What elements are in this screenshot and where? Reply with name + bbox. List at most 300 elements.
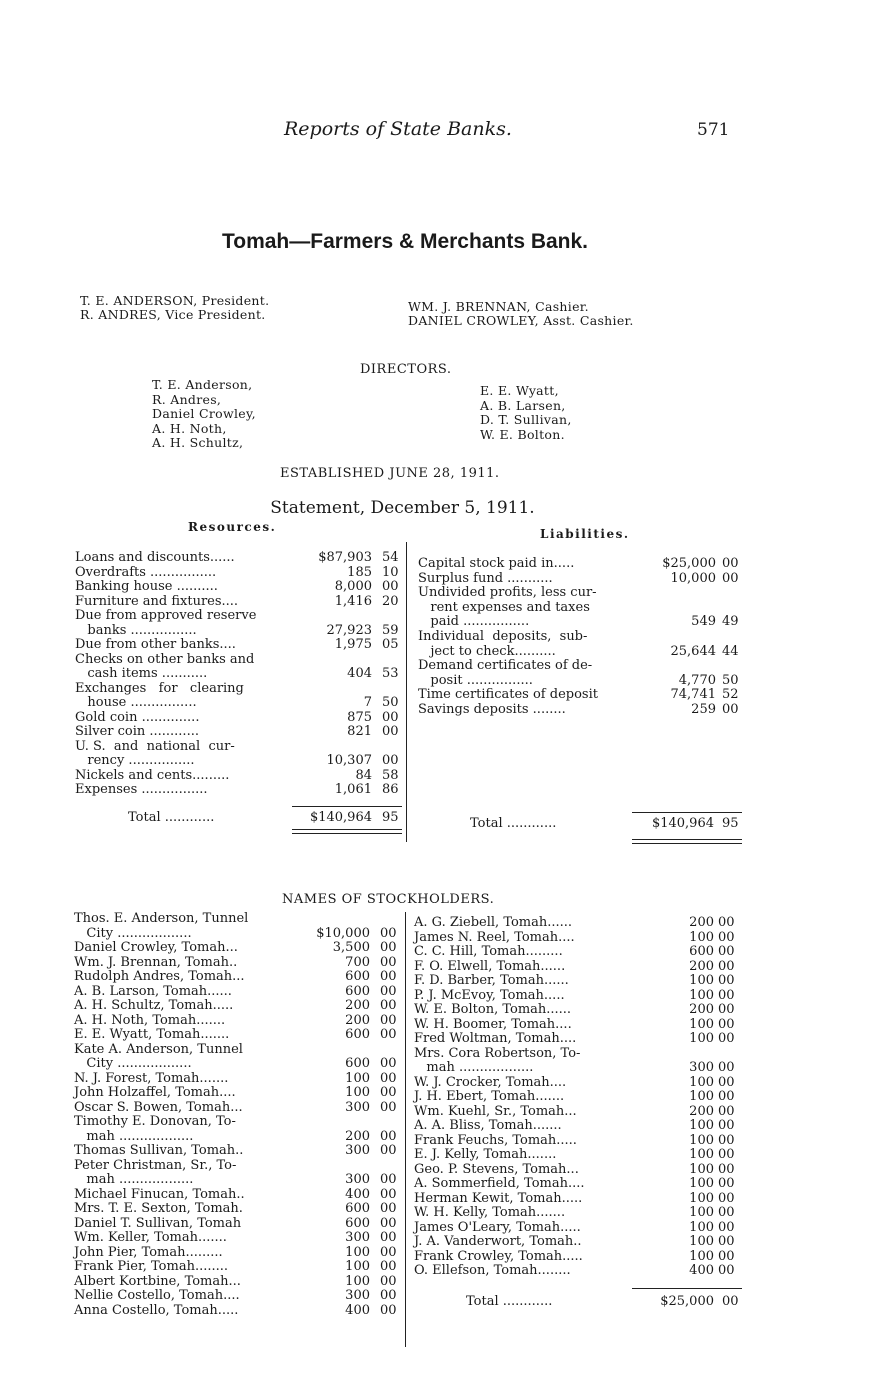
- row-label: Gold coin ..............: [75, 709, 200, 725]
- row-cents: 49: [722, 614, 739, 630]
- row-dollars: 404: [347, 666, 372, 681]
- row-cents: 00: [380, 1244, 397, 1260]
- row-dollars: 200: [345, 1128, 370, 1144]
- stockholders-total-dollars: $25,000: [660, 1294, 714, 1309]
- ledger-row: [414, 974, 744, 989]
- ledger-row: [414, 1134, 744, 1149]
- row-dollars: 821: [347, 724, 372, 739]
- row-label: W. H. Boomer, Tomah....: [414, 1016, 572, 1032]
- ledger-row: [74, 970, 404, 985]
- ledger-row: [418, 688, 748, 703]
- ledger-row: [414, 1105, 744, 1120]
- row-dollars: 875: [347, 709, 372, 725]
- ledger-row: [414, 916, 744, 931]
- ledger-row: [414, 945, 744, 960]
- ledger-row: [74, 1304, 404, 1319]
- row-dollars: 100: [689, 1118, 714, 1133]
- ledger-row: [418, 586, 748, 601]
- row-label: ject to check..........: [418, 643, 556, 659]
- ledger-row: [74, 1115, 404, 1130]
- row-label: A. B. Larson, Tomah......: [74, 983, 232, 999]
- row-cents: 50: [722, 672, 739, 688]
- established-date: ESTABLISHED JUNE 28, 1911.: [280, 466, 500, 481]
- row-label: Undivided profits, less cur-: [418, 585, 597, 601]
- statement-title: Statement, December 5, 1911.: [270, 498, 535, 518]
- ledger-row: [74, 956, 404, 971]
- row-dollars: 259: [691, 702, 716, 717]
- row-cents: 00: [380, 969, 397, 984]
- row-label: N. J. Forest, Tomah.......: [74, 1070, 229, 1086]
- ledger-row: [418, 572, 748, 587]
- row-label: Due from other banks....: [75, 637, 236, 652]
- row-cents: 00: [718, 1234, 735, 1249]
- row-dollars: 300: [345, 1172, 370, 1187]
- row-cents: 50: [382, 695, 399, 710]
- row-label: Furniture and fixtures....: [75, 593, 239, 609]
- row-label: Expenses ................: [75, 782, 208, 797]
- total-rule-bottom: [632, 839, 742, 840]
- ledger-row: [414, 1076, 744, 1091]
- row-label: James N. Reel, Tomah....: [414, 929, 575, 945]
- stockholders-heading: NAMES OF STOCKHOLDERS.: [282, 892, 495, 907]
- ledger-row: [75, 609, 405, 624]
- ledger-row: [418, 659, 748, 674]
- ledger-row: [418, 674, 748, 689]
- row-label: Daniel Crowley, Tomah...: [74, 940, 238, 955]
- director-name: A. B. Larsen,: [480, 397, 566, 413]
- row-label: E. J. Kelly, Tomah.......: [414, 1147, 557, 1162]
- row-cents: 00: [722, 556, 739, 571]
- ledger-row: [418, 645, 748, 660]
- row-cents: 00: [718, 1118, 735, 1133]
- ledger-row: [74, 1014, 404, 1029]
- ledger-row: [414, 1192, 744, 1207]
- row-label: house ................: [75, 695, 197, 710]
- director-name: T. E. Anderson,: [152, 377, 253, 392]
- row-label: Due from approved reserve: [75, 608, 257, 623]
- ledger-row: [75, 624, 405, 639]
- row-label: F. O. Elwell, Tomah......: [414, 958, 566, 974]
- row-dollars: 600: [345, 1056, 370, 1071]
- row-label: City ..................: [74, 925, 192, 941]
- resources-total-dollars: $140,964: [309, 810, 372, 825]
- ledger-row: [74, 1144, 404, 1159]
- row-label: Wm. Kuehl, Sr., Tomah...: [414, 1103, 577, 1119]
- row-label: Rudolph Andres, Tomah...: [74, 969, 245, 984]
- row-cents: 86: [382, 782, 399, 797]
- liabilities-total-label: Total ............: [470, 816, 557, 831]
- row-label: Wm. J. Brennan, Tomah..: [74, 954, 238, 970]
- ledger-row: [74, 1202, 404, 1217]
- row-label: James O'Leary, Tomah.....: [414, 1219, 581, 1235]
- row-dollars: 600: [345, 1201, 370, 1216]
- ledger-row: [414, 989, 744, 1004]
- ledger-row: [414, 1221, 744, 1236]
- ledger-row: [74, 985, 404, 1000]
- ledger-row: [74, 927, 404, 942]
- ledger-row: [74, 1275, 404, 1290]
- row-cents: 00: [380, 1172, 397, 1187]
- ledger-row: [74, 1260, 404, 1275]
- ledger-row: [74, 1043, 404, 1058]
- row-dollars: 300: [345, 1288, 370, 1303]
- ledger-row: [75, 638, 405, 653]
- row-dollars: 100: [689, 987, 714, 1003]
- row-label: Individual deposits, sub-: [418, 629, 588, 644]
- row-cents: 00: [718, 1263, 735, 1278]
- ledger-row: [75, 551, 405, 566]
- row-label: Time certificates of deposit: [418, 687, 598, 703]
- row-label: W. H. Kelly, Tomah.......: [414, 1205, 566, 1220]
- row-dollars: 10,307: [326, 753, 372, 768]
- row-dollars: 100: [689, 1176, 714, 1191]
- row-cents: 00: [718, 1190, 735, 1206]
- ledger-row: [75, 682, 405, 697]
- row-label: Wm. Keller, Tomah.......: [74, 1230, 227, 1245]
- row-cents: 00: [380, 1302, 397, 1318]
- row-dollars: 549: [691, 614, 716, 630]
- resources-total-cents: 95: [382, 810, 399, 825]
- director-name: D. T. Sullivan,: [480, 412, 572, 427]
- row-cents: 59: [382, 622, 399, 638]
- ledger-row: [74, 1231, 404, 1246]
- row-label: Mrs. Cora Robertson, To-: [414, 1045, 581, 1061]
- ledger-row: [74, 999, 404, 1014]
- row-cents: 44: [722, 643, 739, 659]
- row-cents: 05: [382, 637, 399, 652]
- row-cents: 00: [382, 709, 399, 725]
- row-cents: 00: [718, 1219, 735, 1235]
- row-dollars: 10,000: [670, 570, 716, 586]
- row-label: Albert Kortbine, Tomah...: [74, 1273, 241, 1289]
- row-label: J. H. Ebert, Tomah.......: [414, 1089, 565, 1104]
- directors-heading: DIRECTORS.: [360, 362, 452, 377]
- row-dollars: 7: [363, 695, 372, 710]
- row-cents: 00: [718, 1132, 735, 1148]
- director-name: A. H. Schultz,: [152, 435, 244, 450]
- row-label: Exchanges for clearing: [75, 680, 244, 696]
- director-name: A. H. Noth,: [152, 420, 227, 436]
- total-rule-top: [632, 812, 742, 813]
- row-label: Peter Christman, Sr., To-: [74, 1157, 237, 1173]
- row-dollars: 200: [345, 998, 370, 1013]
- row-dollars: 100: [689, 1219, 714, 1235]
- ledger-row: [75, 740, 405, 755]
- ledger-row: [74, 1086, 404, 1101]
- row-dollars: 400: [689, 1263, 714, 1278]
- ledger-row: [414, 1206, 744, 1221]
- row-label: Nellie Costello, Tomah....: [74, 1288, 240, 1303]
- row-label: Surplus fund ...........: [418, 570, 553, 586]
- ledger-row: [414, 1061, 744, 1076]
- liabilities-heading: Liabilities.: [540, 527, 630, 541]
- row-label: E. E. Wyatt, Tomah.......: [74, 1027, 230, 1042]
- row-dollars: 600: [345, 969, 370, 984]
- row-cents: 00: [382, 579, 399, 594]
- row-dollars: 200: [345, 1012, 370, 1028]
- ledger-row: [75, 696, 405, 711]
- row-label: City ..................: [74, 1056, 192, 1071]
- row-label: Capital stock paid in.....: [418, 556, 575, 571]
- row-cents: 00: [722, 570, 739, 586]
- row-dollars: 300: [345, 1143, 370, 1158]
- row-label: Demand certificates of de-: [418, 658, 593, 674]
- row-cents: 00: [380, 1288, 397, 1303]
- ledger-row: [75, 653, 405, 668]
- row-label: Savings deposits ........: [418, 702, 566, 717]
- row-cents: 00: [380, 1201, 397, 1216]
- row-dollars: 200: [689, 1103, 714, 1119]
- row-cents: 00: [382, 724, 399, 739]
- row-label: A. H. Noth, Tomah.......: [74, 1012, 226, 1028]
- row-cents: 58: [382, 767, 399, 783]
- director-name: R. Andres,: [152, 391, 222, 407]
- row-cents: 00: [718, 1002, 735, 1017]
- liabilities-total-cents: 95: [722, 816, 739, 831]
- running-header-title: Reports of State Banks.: [284, 118, 512, 140]
- total-rule-bottom: [632, 843, 742, 844]
- ledger-row: [414, 1148, 744, 1163]
- row-label: mah ..................: [74, 1172, 194, 1187]
- row-dollars: 700: [345, 954, 370, 970]
- ledger-row: [75, 754, 405, 769]
- row-dollars: 100: [689, 1234, 714, 1249]
- resources-total-label: Total ............: [128, 810, 215, 825]
- ledger-row: [418, 557, 748, 572]
- ledger-row: [418, 601, 748, 616]
- row-label: Michael Finucan, Tomah..: [74, 1186, 245, 1202]
- row-cents: 00: [718, 1074, 735, 1090]
- row-dollars: 3,500: [332, 940, 370, 955]
- row-cents: 00: [718, 1176, 735, 1191]
- row-dollars: 600: [345, 1215, 370, 1231]
- total-rule-top: [292, 806, 402, 807]
- ledger-row: [414, 1032, 744, 1047]
- row-label: W. J. Crocker, Tomah....: [414, 1074, 567, 1090]
- row-label: W. E. Bolton, Tomah......: [414, 1002, 572, 1017]
- ledger-row: [74, 1246, 404, 1261]
- row-dollars: 74,741: [670, 687, 716, 703]
- ledger-row: [75, 580, 405, 595]
- ledger-row: [414, 931, 744, 946]
- row-cents: 00: [380, 1056, 397, 1071]
- column-divider: [406, 542, 407, 842]
- ledger-row: [74, 912, 404, 927]
- ledger-row: [418, 630, 748, 645]
- ledger-row: [414, 1090, 744, 1105]
- row-cents: 00: [380, 954, 397, 970]
- row-label: paid ................: [418, 614, 530, 630]
- row-label: Kate A. Anderson, Tunnel: [74, 1041, 243, 1057]
- ledger-row: [418, 703, 748, 718]
- row-label: John Pier, Tomah.........: [74, 1244, 223, 1260]
- ledger-row: [75, 769, 405, 784]
- row-label: Geo. P. Stevens, Tomah...: [414, 1161, 579, 1177]
- row-cents: 00: [380, 1070, 397, 1086]
- row-cents: 00: [380, 998, 397, 1013]
- director-name: W. E. Bolton.: [480, 426, 565, 442]
- row-dollars: 84: [355, 767, 372, 783]
- row-cents: 00: [380, 983, 397, 999]
- row-cents: 10: [382, 564, 399, 580]
- directors-right-list: [480, 384, 572, 442]
- row-label: Frank Feuchs, Tomah.....: [414, 1132, 577, 1148]
- ledger-row: [414, 1018, 744, 1033]
- ledger-row: [414, 1003, 744, 1018]
- ledger-row: [414, 1264, 744, 1279]
- row-label: Silver coin ............: [75, 724, 199, 739]
- director-name: E. E. Wyatt,: [480, 383, 559, 398]
- row-dollars: 25,644: [670, 643, 716, 659]
- row-label: mah ..................: [414, 1060, 534, 1075]
- row-cents: 00: [380, 1027, 397, 1042]
- row-cents: 00: [718, 915, 735, 930]
- row-cents: 00: [722, 702, 739, 717]
- row-label: U. S. and national cur-: [75, 738, 235, 754]
- row-dollars: 27,923: [326, 622, 372, 638]
- row-cents: 00: [380, 1215, 397, 1231]
- row-label: Anna Costello, Tomah.....: [74, 1302, 239, 1318]
- row-cents: 00: [380, 1099, 397, 1115]
- row-cents: 00: [718, 958, 735, 974]
- row-dollars: 100: [689, 1016, 714, 1032]
- row-dollars: 600: [345, 1027, 370, 1042]
- row-dollars: 8,000: [334, 579, 372, 594]
- row-cents: 00: [380, 1230, 397, 1245]
- row-label: Herman Kewit, Tomah.....: [414, 1190, 583, 1206]
- officer-vice-president: R. ANDRES, Vice President.: [80, 307, 266, 322]
- row-cents: 00: [380, 1143, 397, 1158]
- officer-president: T. E. ANDERSON, President.: [80, 293, 270, 308]
- total-rule-bottom: [292, 833, 402, 834]
- row-label: posit ................: [418, 672, 533, 688]
- ledger-row: [74, 1217, 404, 1232]
- row-cents: 00: [380, 1186, 397, 1202]
- row-cents: 00: [380, 1259, 397, 1274]
- row-label: cash items ...........: [75, 666, 208, 681]
- ledger-row: [414, 1235, 744, 1250]
- ledger-row: [74, 1289, 404, 1304]
- row-dollars: 600: [345, 983, 370, 999]
- row-dollars: 400: [345, 1302, 370, 1318]
- row-label: O. Ellefson, Tomah........: [414, 1263, 571, 1278]
- officer-asst-cashier: DANIEL CROWLEY, Asst. Cashier.: [408, 313, 634, 328]
- row-cents: 00: [718, 973, 735, 988]
- ledger-row: [74, 941, 404, 956]
- row-label: John Holzaffel, Tomah....: [74, 1085, 236, 1100]
- row-cents: 00: [718, 1060, 735, 1075]
- ledger-row: [74, 1072, 404, 1087]
- liabilities-total-dollars: $140,964: [651, 816, 714, 831]
- row-dollars: 1,975: [334, 637, 372, 652]
- row-label: rency ................: [75, 753, 195, 768]
- row-dollars: 300: [689, 1060, 714, 1075]
- row-label: Banking house ..........: [75, 579, 218, 594]
- row-dollars: 200: [689, 958, 714, 974]
- row-dollars: 100: [689, 1161, 714, 1177]
- ledger-row: [418, 615, 748, 630]
- row-cents: 00: [718, 929, 735, 945]
- row-dollars: 1,061: [334, 782, 372, 797]
- row-dollars: 100: [689, 929, 714, 945]
- ledger-row: [414, 1177, 744, 1192]
- row-dollars: 100: [345, 1244, 370, 1260]
- ledger-row: [75, 566, 405, 581]
- row-dollars: 1,416: [334, 593, 372, 609]
- row-label: banks ................: [75, 622, 197, 638]
- officer-cashier: WM. J. BRENNAN, Cashier.: [408, 299, 589, 314]
- ledger-row: [414, 1250, 744, 1265]
- ledger-row: [75, 711, 405, 726]
- row-cents: 00: [380, 1128, 397, 1144]
- row-dollars: 100: [689, 1147, 714, 1162]
- row-label: A. H. Schultz, Tomah.....: [74, 998, 234, 1013]
- row-dollars: 100: [689, 1248, 714, 1264]
- row-label: Nickels and cents.........: [75, 767, 230, 783]
- ledger-row: [75, 667, 405, 682]
- row-dollars: 100: [345, 1259, 370, 1274]
- row-dollars: 100: [689, 1089, 714, 1104]
- row-label: rent expenses and taxes: [418, 599, 590, 615]
- row-label: A. A. Bliss, Tomah.......: [414, 1118, 562, 1133]
- row-dollars: 100: [689, 1132, 714, 1148]
- row-label: Thos. E. Anderson, Tunnel: [74, 911, 249, 926]
- row-label: P. J. McEvoy, Tomah.....: [414, 987, 565, 1003]
- row-label: Frank Crowley, Tomah.....: [414, 1248, 583, 1264]
- row-dollars: $10,000: [316, 925, 370, 941]
- ledger-row: [414, 960, 744, 975]
- row-cents: 00: [380, 1273, 397, 1289]
- row-label: Overdrafts ................: [75, 564, 217, 580]
- row-label: Timothy E. Donovan, To-: [74, 1114, 236, 1129]
- ledger-row: [74, 1028, 404, 1043]
- ledger-row: [74, 1057, 404, 1072]
- row-label: mah ..................: [74, 1128, 194, 1144]
- row-dollars: 300: [345, 1099, 370, 1115]
- row-dollars: 4,770: [678, 672, 716, 688]
- row-cents: 00: [718, 1205, 735, 1220]
- row-label: Fred Woltman, Tomah....: [414, 1031, 577, 1046]
- row-dollars: 100: [345, 1085, 370, 1100]
- row-cents: 00: [718, 1089, 735, 1104]
- row-cents: 00: [718, 1103, 735, 1119]
- row-cents: 54: [382, 550, 399, 565]
- row-cents: 00: [382, 753, 399, 768]
- row-dollars: 100: [689, 973, 714, 988]
- resources-heading: Resources.: [188, 520, 277, 534]
- row-dollars: 100: [345, 1070, 370, 1086]
- row-label: Daniel T. Sullivan, Tomah: [74, 1215, 242, 1231]
- row-label: C. C. Hill, Tomah.........: [414, 944, 563, 959]
- row-dollars: 100: [689, 1205, 714, 1220]
- ledger-row: [75, 725, 405, 740]
- row-cents: 00: [718, 1161, 735, 1177]
- row-cents: 00: [718, 1031, 735, 1046]
- total-rule-top: [632, 1288, 742, 1289]
- ledger-row: [414, 1047, 744, 1062]
- row-label: A. Sommerfield, Tomah....: [414, 1176, 585, 1191]
- row-dollars: $25,000: [662, 556, 716, 571]
- row-cents: 00: [380, 925, 397, 941]
- row-cents: 00: [718, 1016, 735, 1032]
- row-dollars: 100: [345, 1273, 370, 1289]
- bank-title: Tomah—Farmers & Merchants Bank.: [221, 230, 589, 253]
- ledger-row: [74, 1159, 404, 1174]
- ledger-row: [74, 1173, 404, 1188]
- row-dollars: 100: [689, 1190, 714, 1206]
- row-label: J. A. Vanderwort, Tomah..: [414, 1234, 582, 1249]
- stockholders-total-label: Total ............: [466, 1294, 553, 1309]
